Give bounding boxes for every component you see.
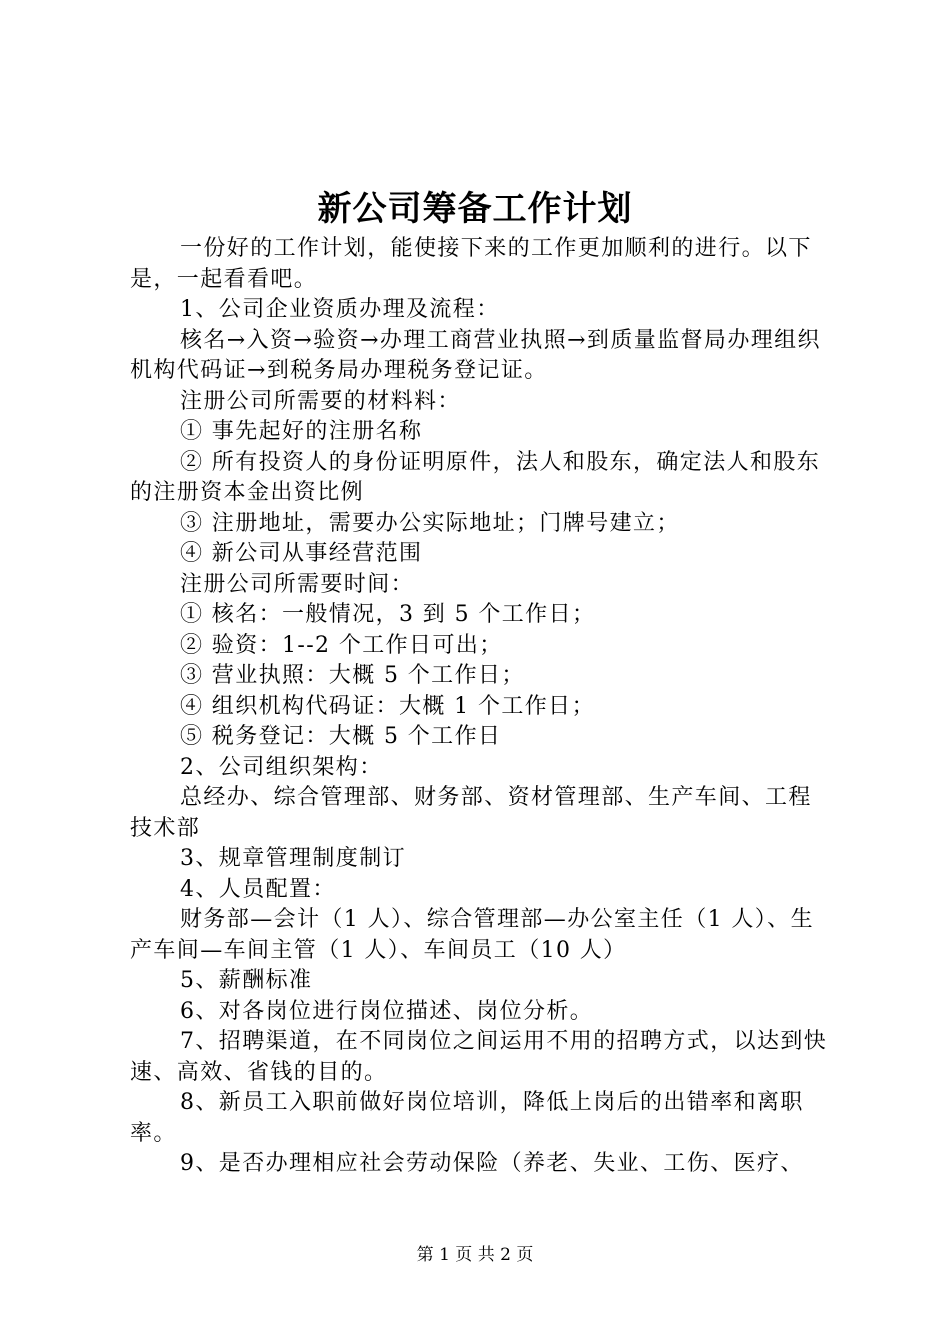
paragraph: ④ 组织机构代码证：大概 1 个工作日；	[180, 693, 595, 719]
paragraph: 财务部—会计（1 人）、综合管理部—办公室主任（1 人）、生产车间—车间主管（1 人）、车间员工（10 人）	[130, 907, 814, 963]
paragraph: 7、招聘渠道，在不同岗位之间运用不用的招聘方式，以达到快速、高效、省钱的目的。	[130, 1029, 828, 1085]
paragraph: 核名→入资→验资→办理工商营业执照→到质量监督局办理组织机构代码证→到税务局办理税务登记证。	[130, 327, 821, 383]
paragraph: ③ 营业执照：大概 5 个工作日；	[180, 663, 525, 688]
paragraph: 注册公司所需要时间：	[180, 571, 415, 597]
paragraph: 8、新员工入职前做好岗位培训，降低上岗后的出错率和离职率。	[130, 1090, 804, 1146]
paragraph: 6、对各岗位进行岗位描述、岗位分析。	[180, 998, 594, 1024]
paragraph: ④ 新公司从事经营范围	[180, 541, 423, 566]
paragraph: 2、公司组织架构：	[180, 754, 383, 780]
paragraph: ⑤ 税务登记：大概 5 个工作日	[180, 724, 502, 749]
paragraph: 9、是否办理相应社会劳动保险（养老、失业、工伤、医疗、	[180, 1151, 804, 1176]
paragraph: 4、人员配置：	[180, 876, 336, 902]
document-title: 新公司筹备工作计划	[317, 189, 633, 229]
paragraph: ① 事先起好的注册名称	[180, 419, 423, 444]
paragraph: 3、规章管理制度制订	[180, 846, 406, 871]
paragraph: 注册公司所需要的材料料：	[180, 388, 461, 414]
paragraph: 总经办、综合管理部、财务部、资材管理部、生产车间、工程技术部	[130, 785, 812, 841]
paragraph: 一份好的工作计划，能使接下来的工作更加顺利的进行。以下是，一起看看吧。	[130, 236, 812, 292]
document-body	[130, 234, 835, 1180]
page-footer: 第 1 页 共 2 页	[416, 1245, 534, 1265]
paragraph: 5、薪酬标准	[180, 968, 313, 993]
paragraph: ② 验资：1--2 个工作日可出；	[180, 632, 503, 658]
paragraph: ① 核名：一般情况，3 到 5 个工作日；	[180, 602, 596, 627]
paragraph: 1、公司企业资质办理及流程：	[180, 297, 500, 322]
paragraph: ② 所有投资人的身份证明原件，法人和股东，确定法人和股东的注册资本金出资比例	[130, 449, 821, 505]
paragraph: ③ 注册地址，需要办公实际地址；门牌号建立；	[180, 510, 680, 536]
